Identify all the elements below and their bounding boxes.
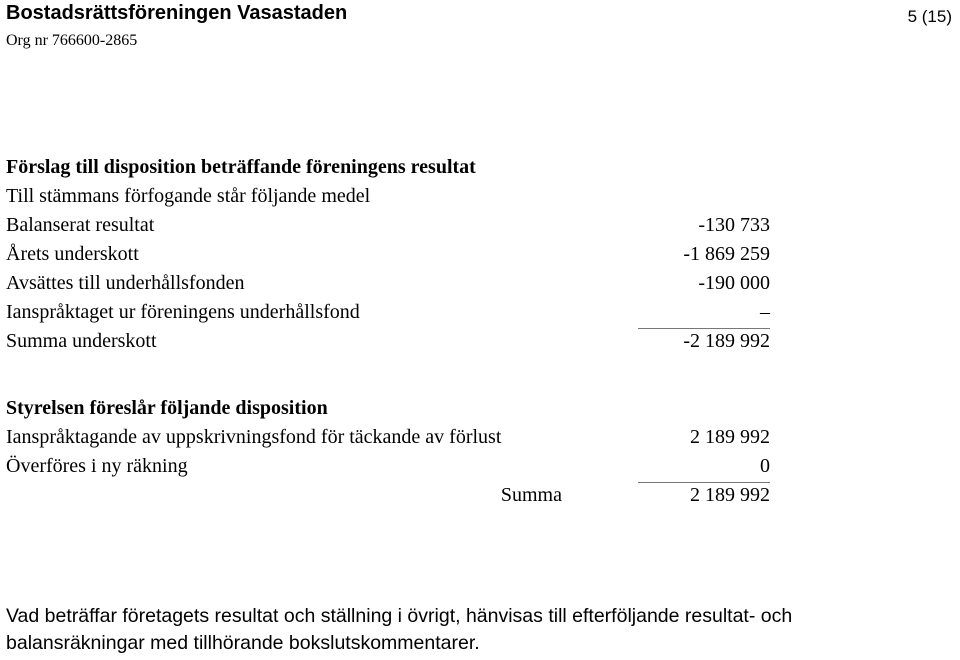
row-label: Årets underskott bbox=[6, 243, 139, 265]
row-value: 0 bbox=[760, 455, 770, 477]
total-value: -2 189 992 bbox=[683, 330, 770, 352]
total-row bbox=[6, 481, 770, 510]
disposition-heading-row bbox=[6, 153, 770, 182]
footer-line: balansräkningar med tillhörande bokslutskommentarer. bbox=[6, 632, 480, 654]
row-value: 2 189 992 bbox=[690, 426, 770, 448]
row-value: -1 869 259 bbox=[683, 243, 770, 265]
total-label: Summa underskott bbox=[6, 330, 157, 352]
table-row bbox=[6, 240, 770, 269]
row-value: – bbox=[760, 301, 770, 323]
row-label: Avsättes till underhållsfonden bbox=[6, 272, 245, 294]
total-label: Summa bbox=[500, 484, 562, 506]
table-row bbox=[6, 269, 770, 298]
total-value: 2 189 992 bbox=[690, 484, 770, 506]
page-number: 5 (15) bbox=[907, 7, 952, 26]
disposition-intro: Till stämmans förfogande står följande medel bbox=[6, 185, 371, 207]
row-value: -190 000 bbox=[698, 272, 770, 294]
total-row bbox=[6, 327, 770, 356]
row-value: -130 733 bbox=[698, 214, 770, 236]
disposition-section bbox=[6, 153, 770, 356]
table-row bbox=[6, 452, 770, 481]
row-label: Balanserat resultat bbox=[6, 214, 155, 236]
table-row bbox=[6, 298, 770, 327]
organization-number: Org nr 766600-2865 bbox=[6, 32, 138, 49]
row-label: Ianspråktaget ur föreningens underhållsfond bbox=[6, 301, 360, 323]
table-row bbox=[6, 423, 770, 452]
proposal-heading: Styrelsen föreslår följande disposition bbox=[6, 397, 328, 419]
row-label: Ianspråktagande av uppskrivningsfond för täckande av förlust bbox=[6, 426, 502, 448]
disposition-intro-row bbox=[6, 182, 770, 211]
footer-line: Vad beträffar företagets resultat och ställning i övrigt, hänvisas till efterföljande resultat- och bbox=[6, 605, 793, 627]
proposal-section bbox=[6, 394, 770, 510]
proposal-heading-row bbox=[6, 394, 770, 423]
table-row bbox=[6, 211, 770, 240]
disposition-heading: Förslag till disposition beträffande föreningens resultat bbox=[6, 156, 476, 178]
row-label: Överföres i ny räkning bbox=[6, 455, 188, 477]
organization-name: Bostadsrättsföreningen Vasastaden bbox=[6, 2, 348, 24]
footer-note bbox=[6, 603, 946, 657]
